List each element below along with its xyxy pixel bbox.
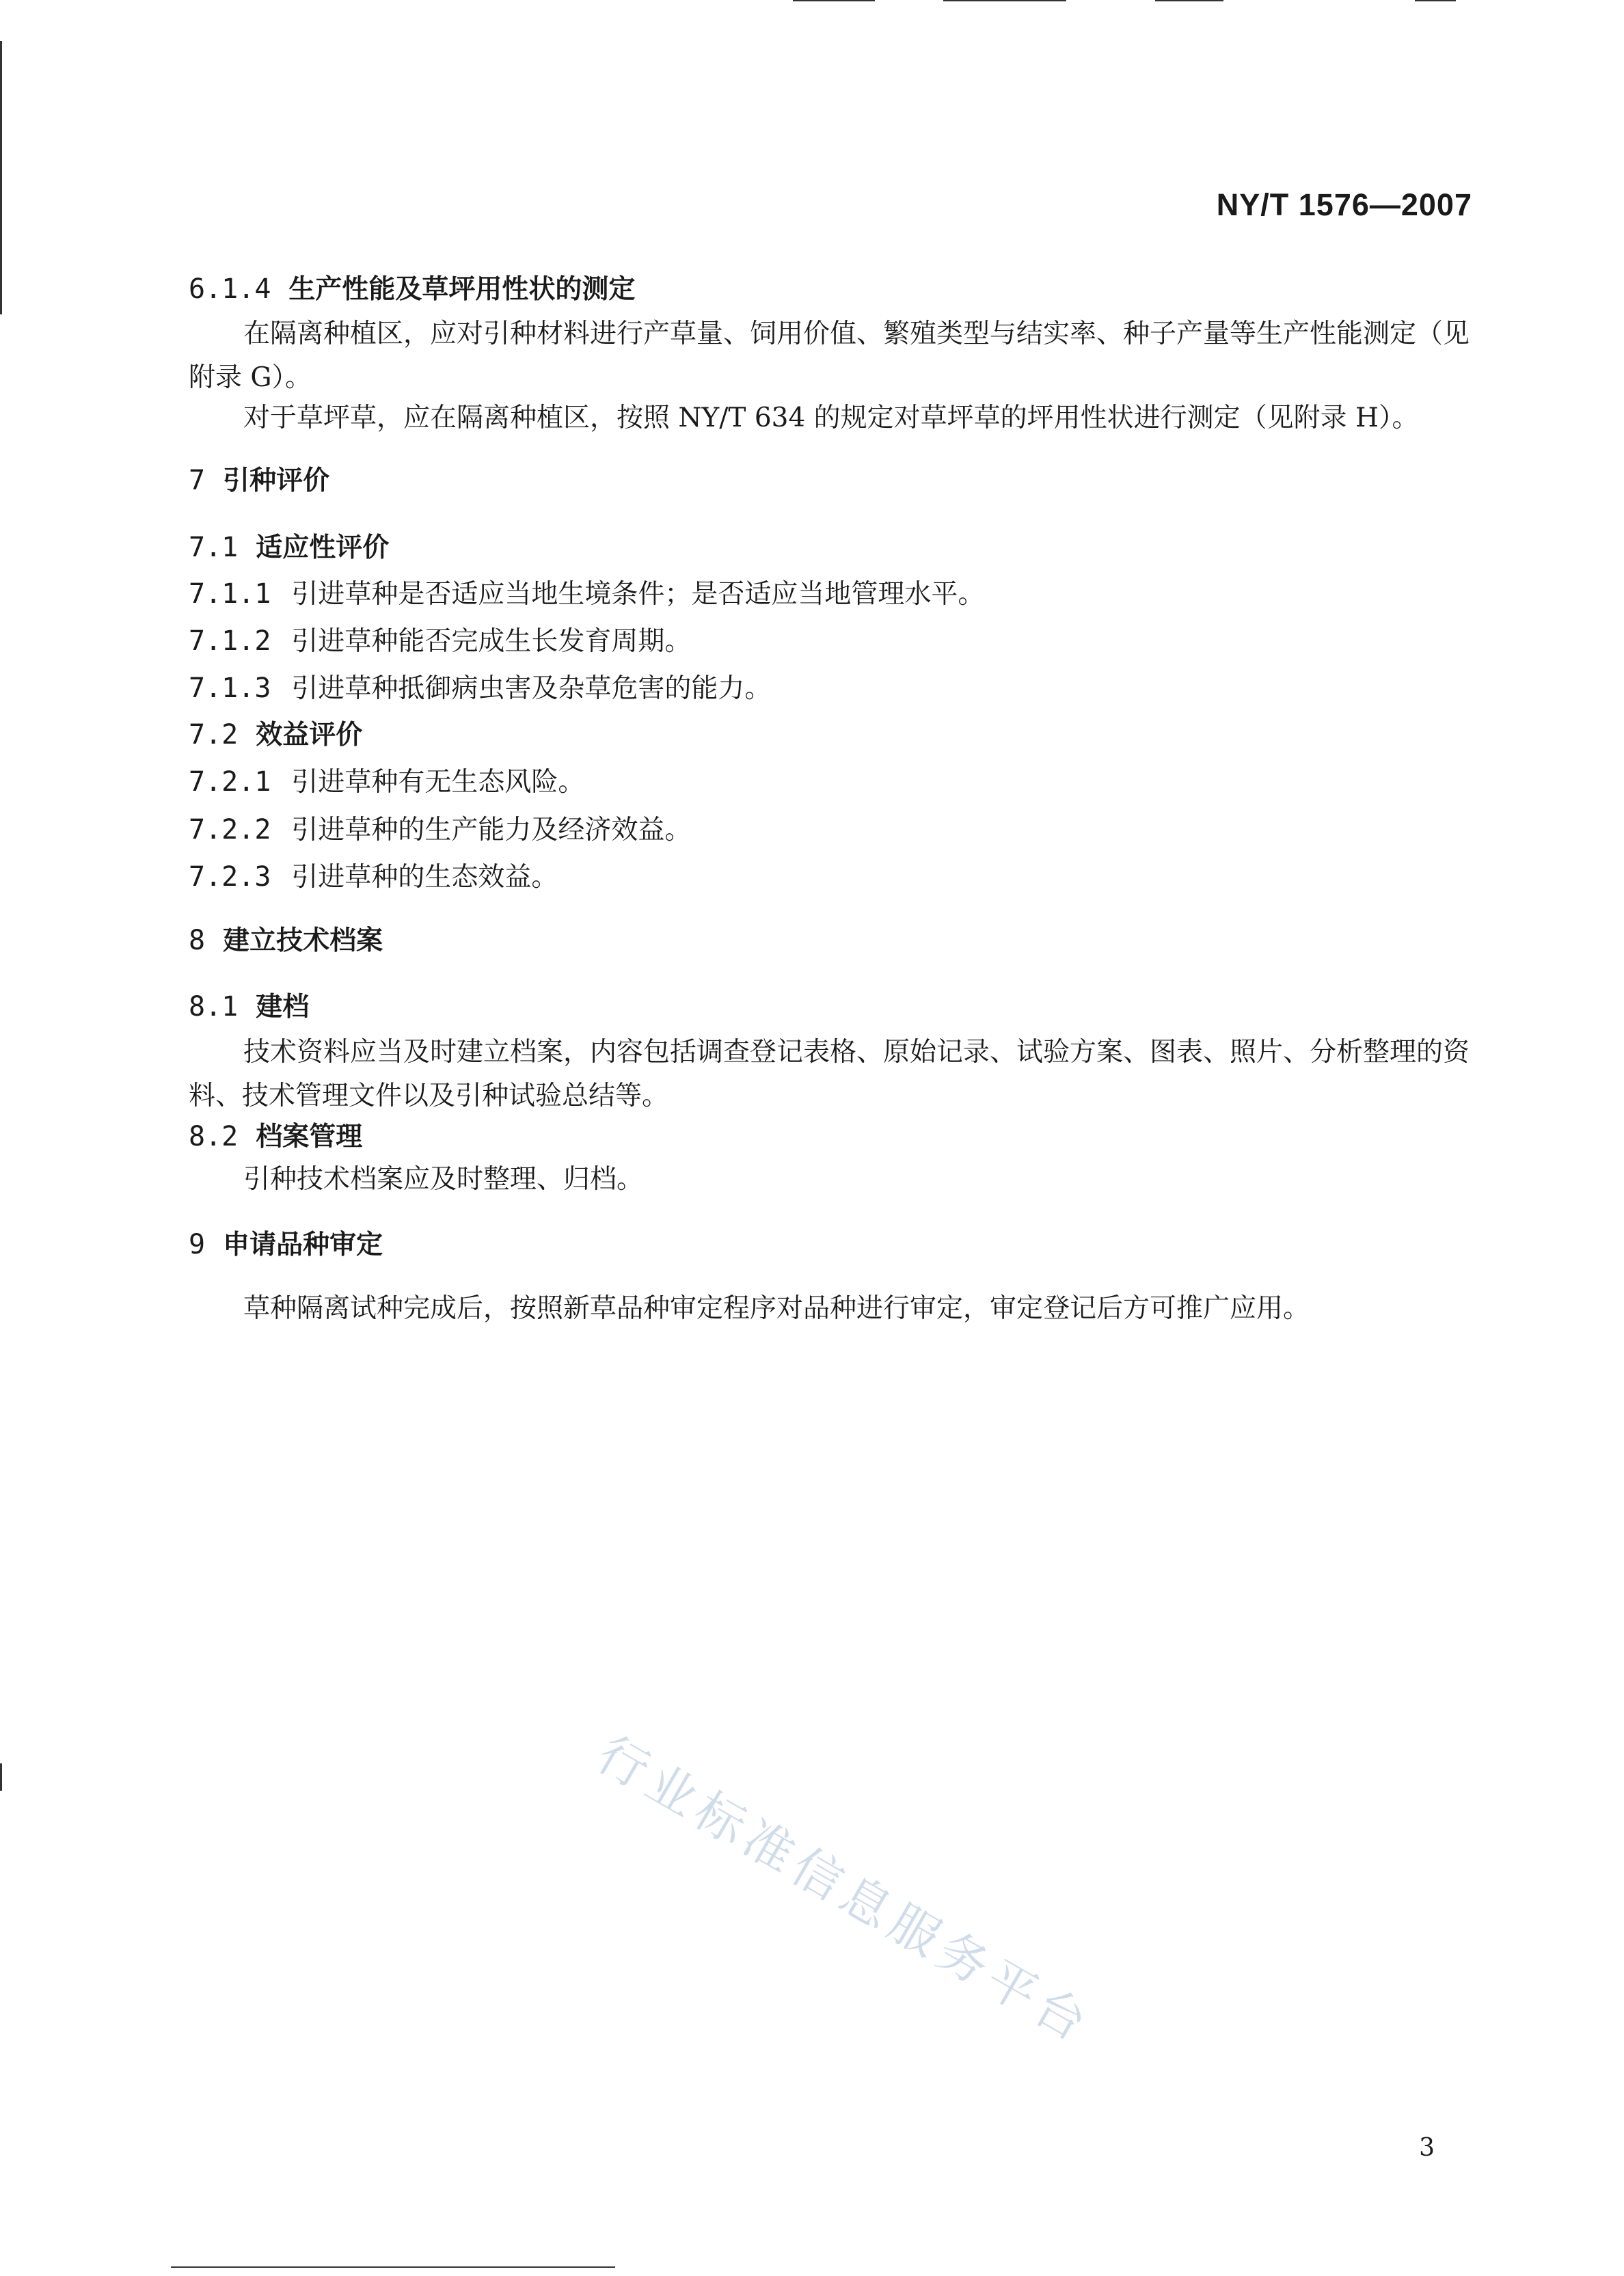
clause-7-1-2 bbox=[189, 620, 691, 658]
section-number: 6.1.4 bbox=[189, 273, 271, 305]
watermark-text: 行业标准信息服务平台 bbox=[588, 1724, 1102, 2055]
section-6-1-4-paragraph-2: 对于草坪草，应在隔离种植区，按照 NY/T 634 的规定对草坪草的坪用性状进行测定（见附录 H）。 bbox=[243, 403, 1419, 433]
page-number: 3 bbox=[1419, 2134, 1435, 2162]
section-9-paragraph-1: 草种隔离试种完成后，按照新草品种审定程序对品种进行审定，审定登记后方可推广应用。 bbox=[243, 1293, 1310, 1324]
clause-text: 引进草种的生产能力及经济效益。 bbox=[291, 815, 692, 845]
clause-text: 引进草种的生态效益。 bbox=[291, 862, 558, 893]
clause-number: 7.2.3 bbox=[189, 861, 271, 893]
clause-7-2-1 bbox=[189, 761, 584, 799]
section-6-1-4-paragraph-1: 在隔离种植区，应对引种材料进行产草量、饲用价值、繁殖类型与结实率、种子产量等生产性能测定（见附录 G）。 bbox=[189, 319, 1470, 393]
scan-edge-mark-bottom bbox=[171, 2266, 615, 2268]
section-6-1-4-heading bbox=[189, 268, 635, 306]
standard-code: NY/T 1576—2007 bbox=[1216, 187, 1472, 222]
section-8-1-paragraph-1: 技术资料应当及时建立档案，内容包括调查登记表格、原始记录、试验方案、图表、照片、分析整理的资料、技术管理文件以及引种试验总结等。 bbox=[189, 1037, 1470, 1111]
section-number: 8.2 bbox=[189, 1121, 239, 1152]
section-number: 8 bbox=[189, 925, 206, 956]
scan-edge-mark-left-bottom bbox=[0, 1763, 2, 1791]
section-title: 建立技术档案 bbox=[223, 925, 383, 956]
section-title: 建档 bbox=[256, 992, 310, 1022]
section-number: 8.1 bbox=[189, 991, 239, 1022]
clause-number: 7.2.1 bbox=[189, 766, 271, 798]
clause-text: 引进草种是否适应当地生境条件；是否适应当地管理水平。 bbox=[291, 579, 985, 610]
section-title: 生产性能及草坪用性状的测定 bbox=[288, 274, 636, 305]
section-title: 申请品种审定 bbox=[223, 1230, 383, 1260]
section-number: 7 bbox=[189, 465, 206, 496]
clause-7-2-3 bbox=[189, 856, 558, 894]
clause-number: 7.1.3 bbox=[189, 673, 271, 704]
clause-7-2-2 bbox=[189, 809, 691, 847]
scan-edge-mark-top bbox=[793, 0, 875, 1]
clause-number: 7.1.1 bbox=[189, 578, 271, 610]
section-7-heading bbox=[189, 459, 329, 498]
scan-edge-mark-top-2 bbox=[943, 0, 1066, 1]
section-title: 效益评价 bbox=[256, 720, 363, 750]
scan-edge-mark-top-4 bbox=[1415, 0, 1456, 1]
section-8-heading bbox=[189, 919, 383, 958]
clause-7-1-3 bbox=[189, 667, 771, 705]
section-7-1-heading bbox=[189, 526, 389, 565]
clause-number: 7.1.2 bbox=[189, 625, 271, 657]
scan-edge-mark-left bbox=[0, 41, 2, 314]
clause-7-1-1 bbox=[189, 573, 984, 611]
clause-text: 引进草种能否完成生长发育周期。 bbox=[291, 626, 692, 657]
clause-text: 引进草种抵御病虫害及杂草危害的能力。 bbox=[291, 673, 772, 704]
section-title: 引种评价 bbox=[223, 465, 330, 496]
section-8-2-heading bbox=[189, 1115, 362, 1154]
section-number: 7.2 bbox=[189, 719, 239, 750]
scan-edge-mark-top-3 bbox=[1155, 0, 1223, 1]
section-number: 9 bbox=[189, 1229, 206, 1260]
clause-text: 引进草种有无生态风险。 bbox=[291, 767, 585, 798]
section-9-heading bbox=[189, 1223, 383, 1262]
clause-number: 7.2.2 bbox=[189, 814, 271, 845]
section-8-1-heading bbox=[189, 986, 309, 1024]
section-number: 7.1 bbox=[189, 532, 239, 563]
section-8-2-paragraph-1: 引种技术档案应及时整理、归档。 bbox=[243, 1164, 644, 1195]
section-7-2-heading bbox=[189, 714, 362, 752]
section-title: 适应性评价 bbox=[256, 532, 390, 563]
section-title: 档案管理 bbox=[256, 1122, 363, 1152]
